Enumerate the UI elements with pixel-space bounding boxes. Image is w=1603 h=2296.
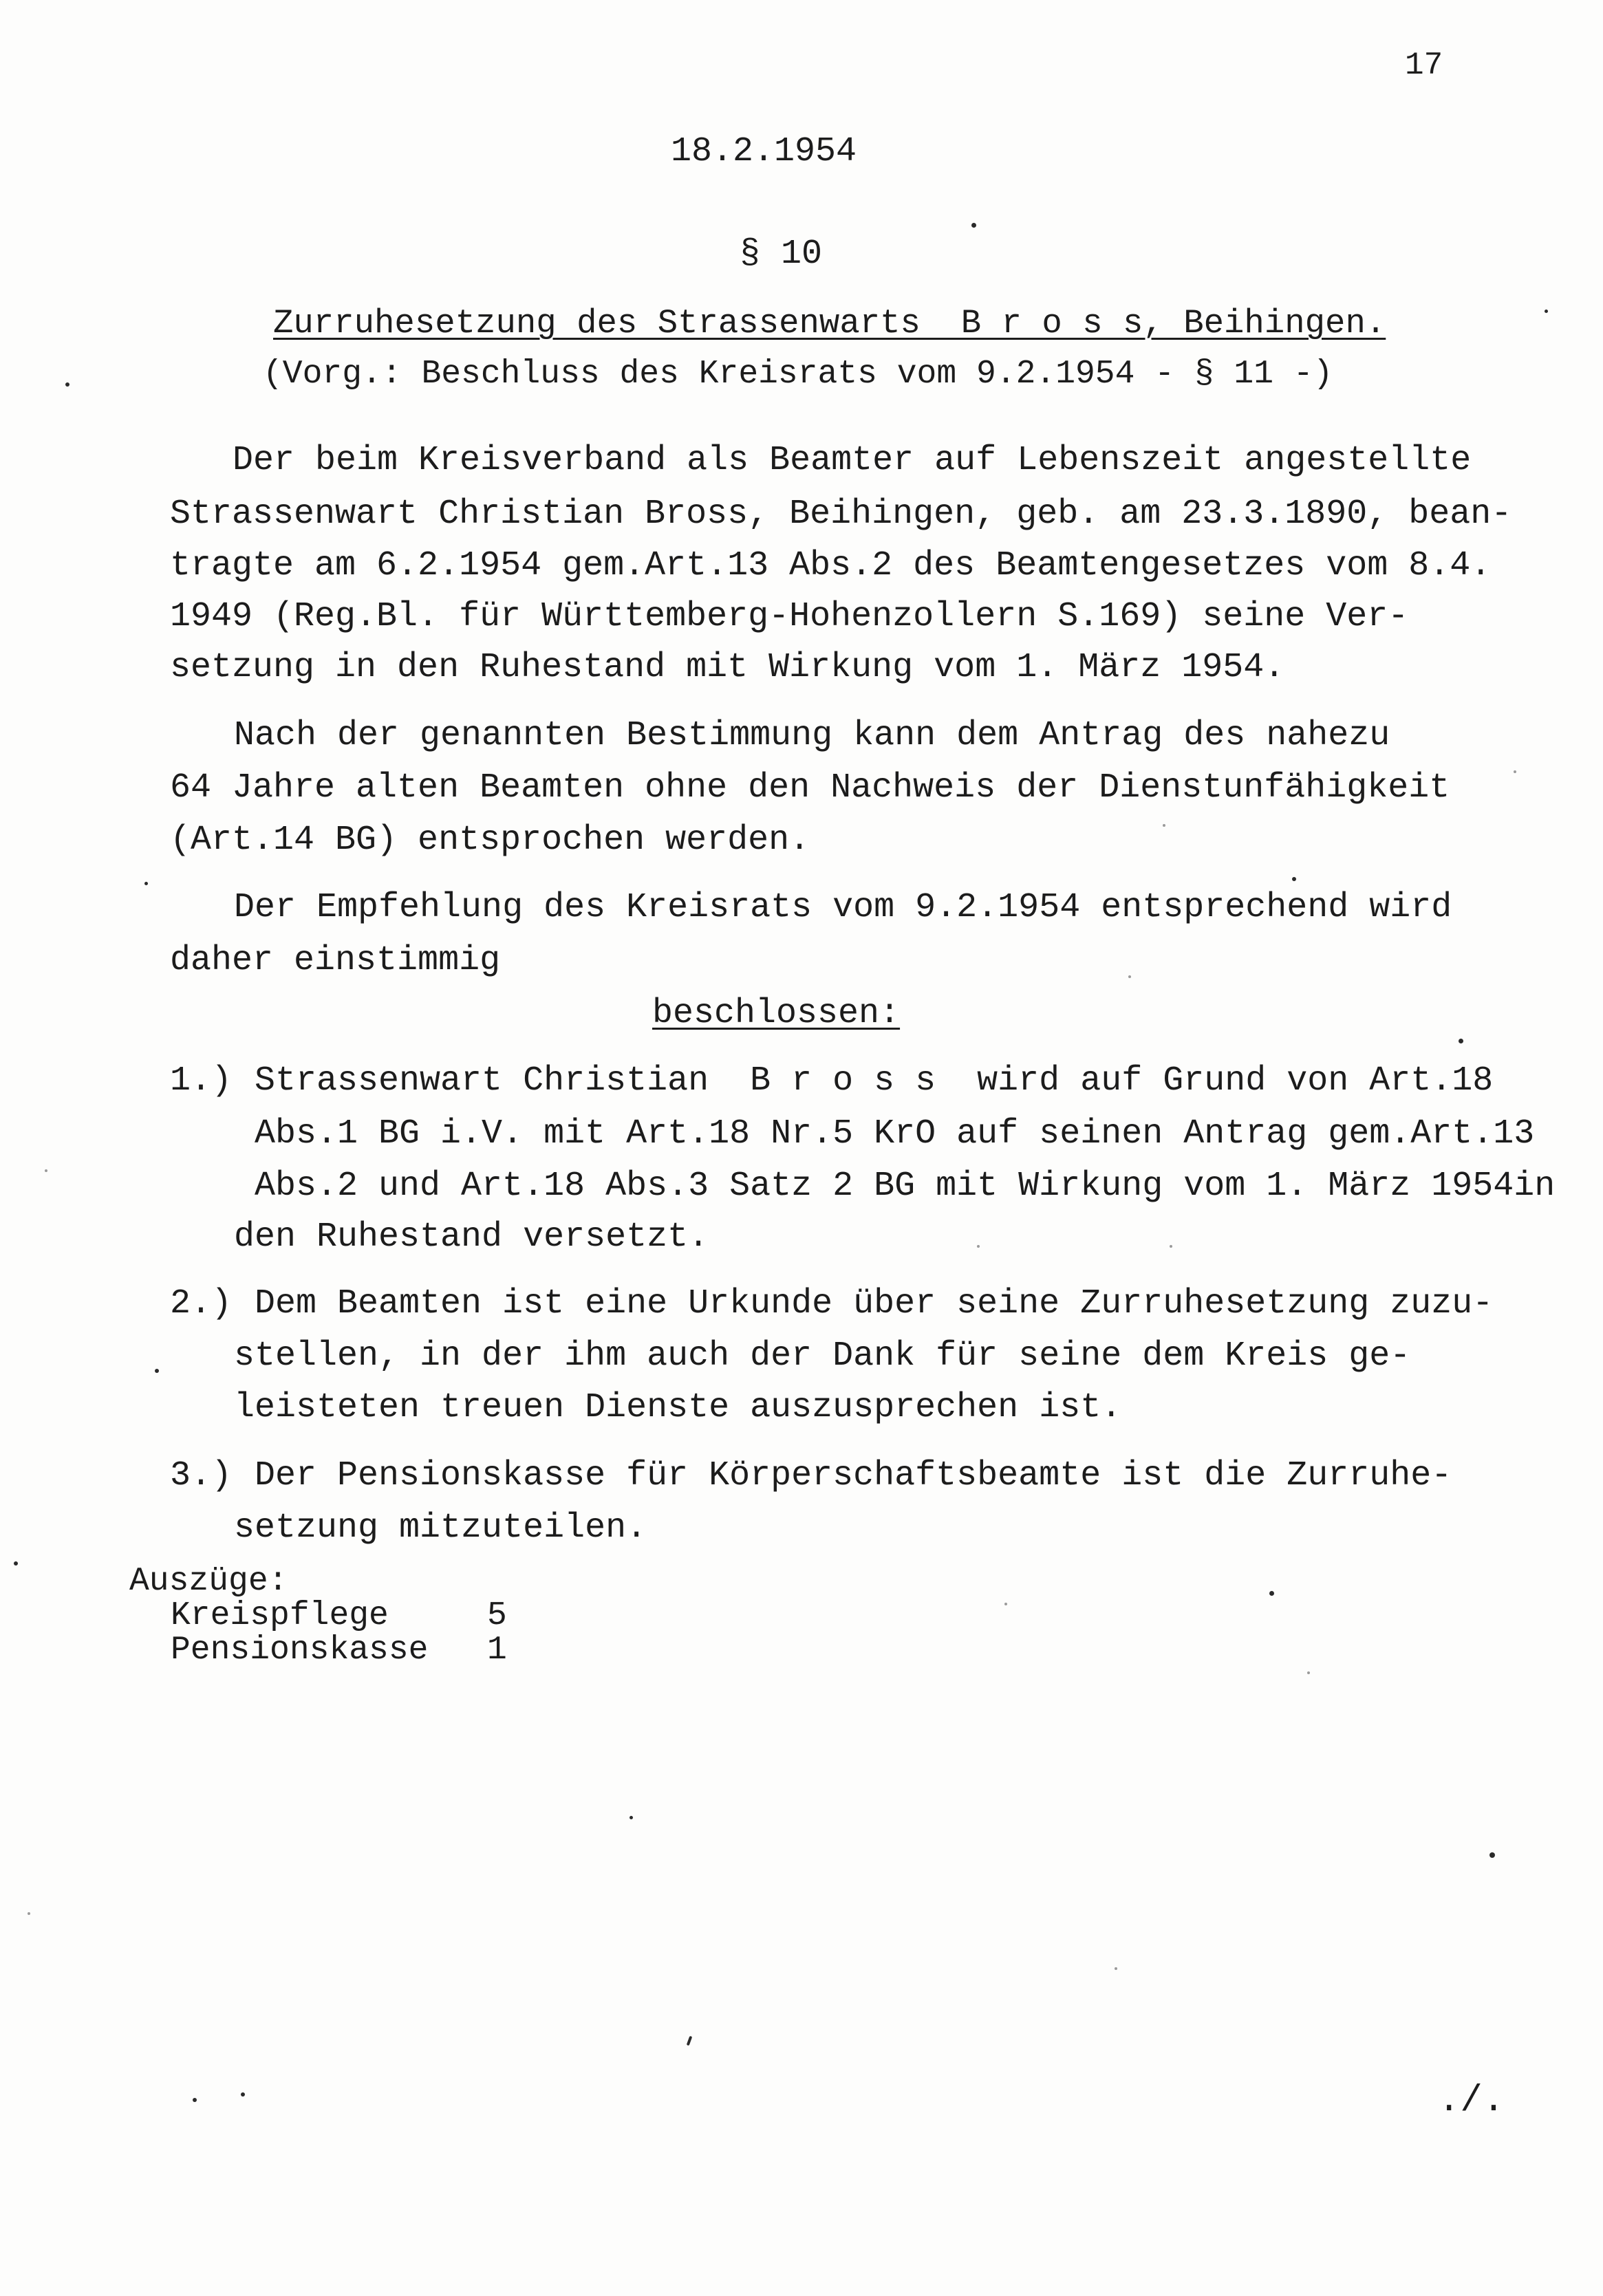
scan-speck: [14, 1561, 18, 1566]
paragraph-line: Der Empfehlung des Kreisrats vom 9.2.1954 entsprechend wird: [234, 888, 1452, 927]
scan-speck: [45, 1169, 47, 1172]
resolved-heading: beschlossen:: [652, 994, 901, 1033]
reference-line: (Vorg.: Beschluss des Kreisrats vom 9.2.1954 - § 11 -): [263, 356, 1333, 393]
scan-speck: [1004, 1603, 1007, 1605]
page-number: 17: [1405, 47, 1443, 83]
scan-speck: [630, 1816, 633, 1819]
scan-speck: [1163, 824, 1165, 827]
scan-speck: [1115, 1967, 1117, 1970]
paragraph-line: 64 Jahre alten Beamten ohne den Nachweis der Dienstunfähigkeit: [170, 768, 1450, 808]
item-line: Der Pensionskasse für Körperschaftsbeamte ist die Zurruhe-: [255, 1456, 1452, 1495]
scan-speck: [1269, 1591, 1274, 1596]
scan-speck: [1170, 1245, 1172, 1248]
paragraph-line: 1949 (Reg.Bl. für Württemberg-Hohenzollern S.169) seine Ver-: [170, 597, 1409, 636]
resolution-title: Zurruhesetzung des Strassenwarts B r o s s, Beihingen.: [273, 304, 1386, 343]
scan-speck: [1514, 770, 1516, 773]
continuation-mark: ./.: [1438, 2080, 1505, 2122]
scan-speck: [977, 1245, 980, 1248]
scan-speck: [1292, 877, 1296, 881]
scan-speck: [65, 382, 69, 387]
scan-speck: [1128, 975, 1131, 978]
scan-speck: [687, 2036, 693, 2046]
paragraph-line: Strassenwart Christian Bross, Beihingen, geb. am 23.3.1890, bean-: [170, 495, 1512, 534]
extract-label: Kreispflege: [171, 1597, 389, 1634]
item-line: Dem Beamten ist eine Urkunde über seine Zurruhesetzung zuzu-: [255, 1284, 1494, 1323]
item-line: stellen, in der ihm auch der Dank für seine dem Kreis ge-: [234, 1336, 1411, 1376]
meeting-date: 18.2.1954: [671, 132, 857, 171]
scan-speck: [1307, 1671, 1310, 1674]
scan-speck: [1459, 1039, 1463, 1043]
item-number: 1.): [170, 1061, 233, 1101]
item-number: 2.): [170, 1284, 233, 1323]
scan-speck: [155, 1369, 159, 1373]
item-line: Strassenwart Christian B r o s s wird auf Grund von Art.18: [255, 1061, 1494, 1101]
item-line: leisteten treuen Dienste auszusprechen ist.: [234, 1388, 1122, 1427]
section-number: § 10: [740, 235, 823, 274]
paragraph-line: setzung in den Ruhestand mit Wirkung vom 1. März 1954.: [170, 648, 1285, 687]
scan-speck: [144, 882, 148, 885]
paragraph-line: Der beim Kreisverband als Beamter auf Lebenszeit angestellte: [233, 441, 1472, 480]
paragraph-line: (Art.14 BG) entsprochen werden.: [170, 821, 810, 860]
item-line: Abs.2 und Art.18 Abs.3 Satz 2 BG mit Wirkung vom 1. März 1954in: [255, 1167, 1556, 1206]
extract-label: Pensionskasse: [171, 1632, 429, 1669]
scan-speck: [1489, 1852, 1495, 1858]
item-number: 3.): [170, 1456, 233, 1495]
scan-speck: [241, 2092, 245, 2097]
item-line: den Ruhestand versetzt.: [234, 1217, 709, 1257]
extracts-heading: Auszüge:: [129, 1563, 288, 1600]
extract-count: 1: [487, 1632, 507, 1669]
scan-speck: [193, 2098, 197, 2102]
paragraph-line: Nach der genannten Bestimmung kann dem Antrag des nahezu: [234, 716, 1390, 755]
scan-speck: [28, 1912, 30, 1915]
scan-speck: [971, 223, 976, 228]
item-line: Abs.1 BG i.V. mit Art.18 Nr.5 KrO auf seinen Antrag gem.Art.13: [255, 1114, 1535, 1154]
extract-count: 5: [487, 1597, 507, 1634]
item-line: setzung mitzuteilen.: [234, 1508, 647, 1548]
paragraph-line: daher einstimmig: [170, 941, 501, 980]
paragraph-line: tragte am 6.2.1954 gem.Art.13 Abs.2 des Beamtengesetzes vom 8.4.: [170, 546, 1492, 585]
scan-speck: [1545, 310, 1548, 313]
